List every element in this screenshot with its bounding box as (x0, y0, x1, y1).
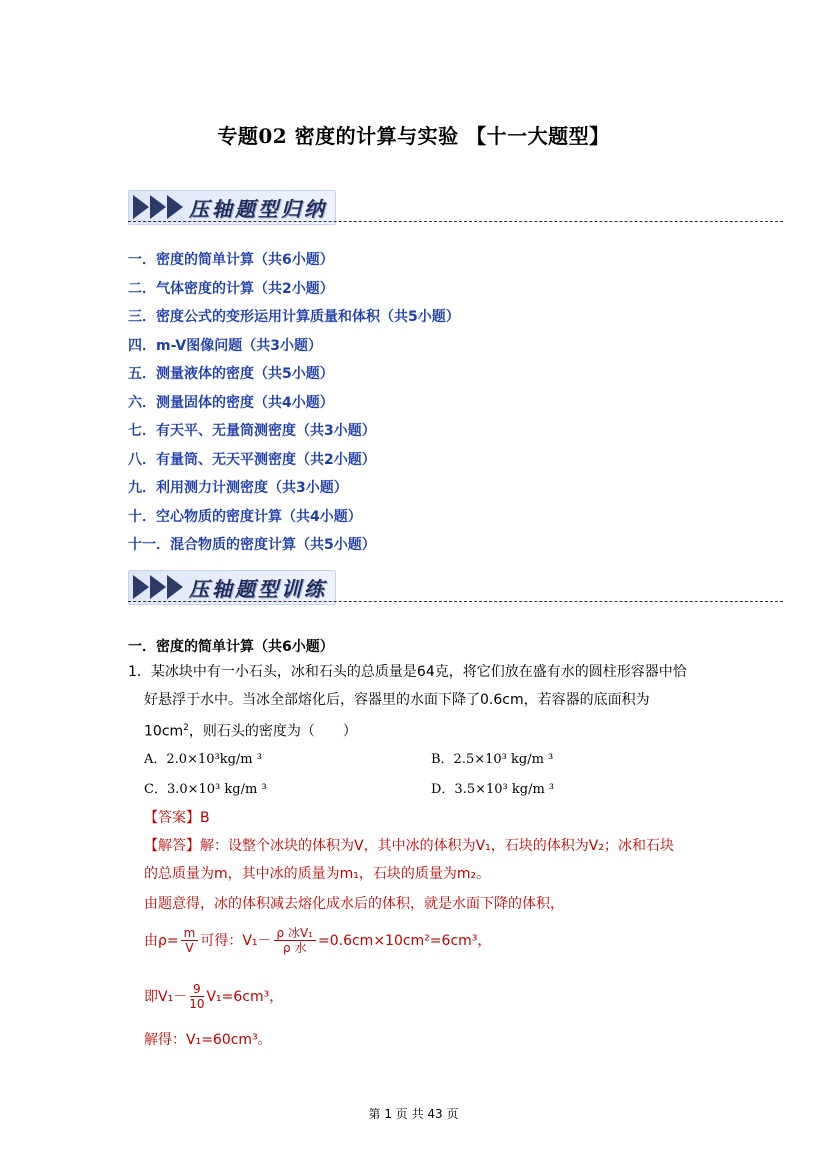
toc-item[interactable]: 七．有天平、无量筒测密度（共3小题） (128, 423, 376, 439)
question-line: 1．某冰块中有一小石头，冰和石头的总质量是64克，将它们放在盛有水的圆柱形容器中恰 (128, 664, 687, 680)
question-line: $10cm^2$，则石头的密度为（ ） (144, 723, 357, 740)
section-banner-training (128, 570, 336, 604)
section-banner-summary (128, 190, 336, 224)
analysis-line: 的总质量为m，其中冰的质量为m₁，石块的质量为m₂。 (144, 866, 491, 882)
toc-item[interactable]: 六．测量固体的密度（共4小题） (128, 394, 334, 411)
option-a[interactable]: A．2.0×10³kg/m ³ (144, 752, 262, 767)
equation-3: 解得：V₁=60cm³。 (144, 1032, 272, 1048)
toc-item[interactable]: 八．有量筒、无天平测密度（共2小题） (128, 451, 376, 468)
toc-item[interactable]: 二．气体密度的计算（共2小题） (128, 280, 334, 297)
toc-item[interactable]: 四．m-V图像问题（共3小题） (128, 337, 322, 354)
toc-item[interactable]: 十．空心物质的密度计算（共4小题） (128, 508, 362, 525)
divider-line (128, 601, 783, 602)
option-b[interactable]: B．2.5×10³ kg/m ³ (431, 752, 554, 767)
banner-title-summary: 压轴题型归纳 (189, 196, 327, 221)
equation-1: 由ρ= $\frac{m}{V}$ 可得：V₁－ $\frac{\text{ρ 冰V₁}}{\text{ρ 水}}$ =0.6cm×10cm²=6cm³， (144, 926, 492, 955)
question-line: 好悬浮于水中。当冰全部熔化后，容器里的水面下降了0.6cm，若容器的底面积为 (144, 692, 650, 708)
table-of-contents (128, 250, 460, 564)
equation-2: 即V₁－ $\frac{9}{10}$ V₁=6cm³， (144, 982, 284, 1011)
section-heading: 一．密度的简单计算（共6小题） (128, 639, 334, 655)
banner-title-training: 压轴题型训练 (189, 576, 327, 601)
page-footer: 第 1 页 共 43 页 (368, 1107, 459, 1121)
divider-line (128, 221, 783, 222)
option-c[interactable]: C．3.0×10³ kg/m ³ (144, 782, 267, 797)
triple-arrow-icon (133, 575, 183, 599)
toc-item[interactable]: 五．测量液体的密度（共5小题） (128, 366, 334, 382)
analysis-line: 【解答】解：设整个冰块的体积为V，其中冰的体积为V₁，石块的体积为V₂；冰和石块 (144, 838, 674, 854)
triple-arrow-icon (133, 195, 183, 219)
toc-item[interactable]: 十一．混合物质的密度计算（共5小题） (128, 537, 376, 553)
option-d[interactable]: D．3.5×10³ kg/m ³ (431, 782, 555, 797)
analysis-line: 由题意得，冰的体积减去熔化成水后的体积，就是水面下降的体积， (144, 896, 564, 912)
toc-item[interactable]: 九．利用测力计测密度（共3小题） (128, 480, 348, 496)
answer-label: 【答案】B (144, 810, 210, 826)
toc-item[interactable]: 一．密度的简单计算（共6小题） (128, 252, 334, 268)
page-title: 专题02 密度的计算与实验 【十一大题型】 (217, 124, 610, 148)
toc-item[interactable]: 三．密度公式的变形运用计算质量和体积（共5小题） (128, 309, 460, 325)
